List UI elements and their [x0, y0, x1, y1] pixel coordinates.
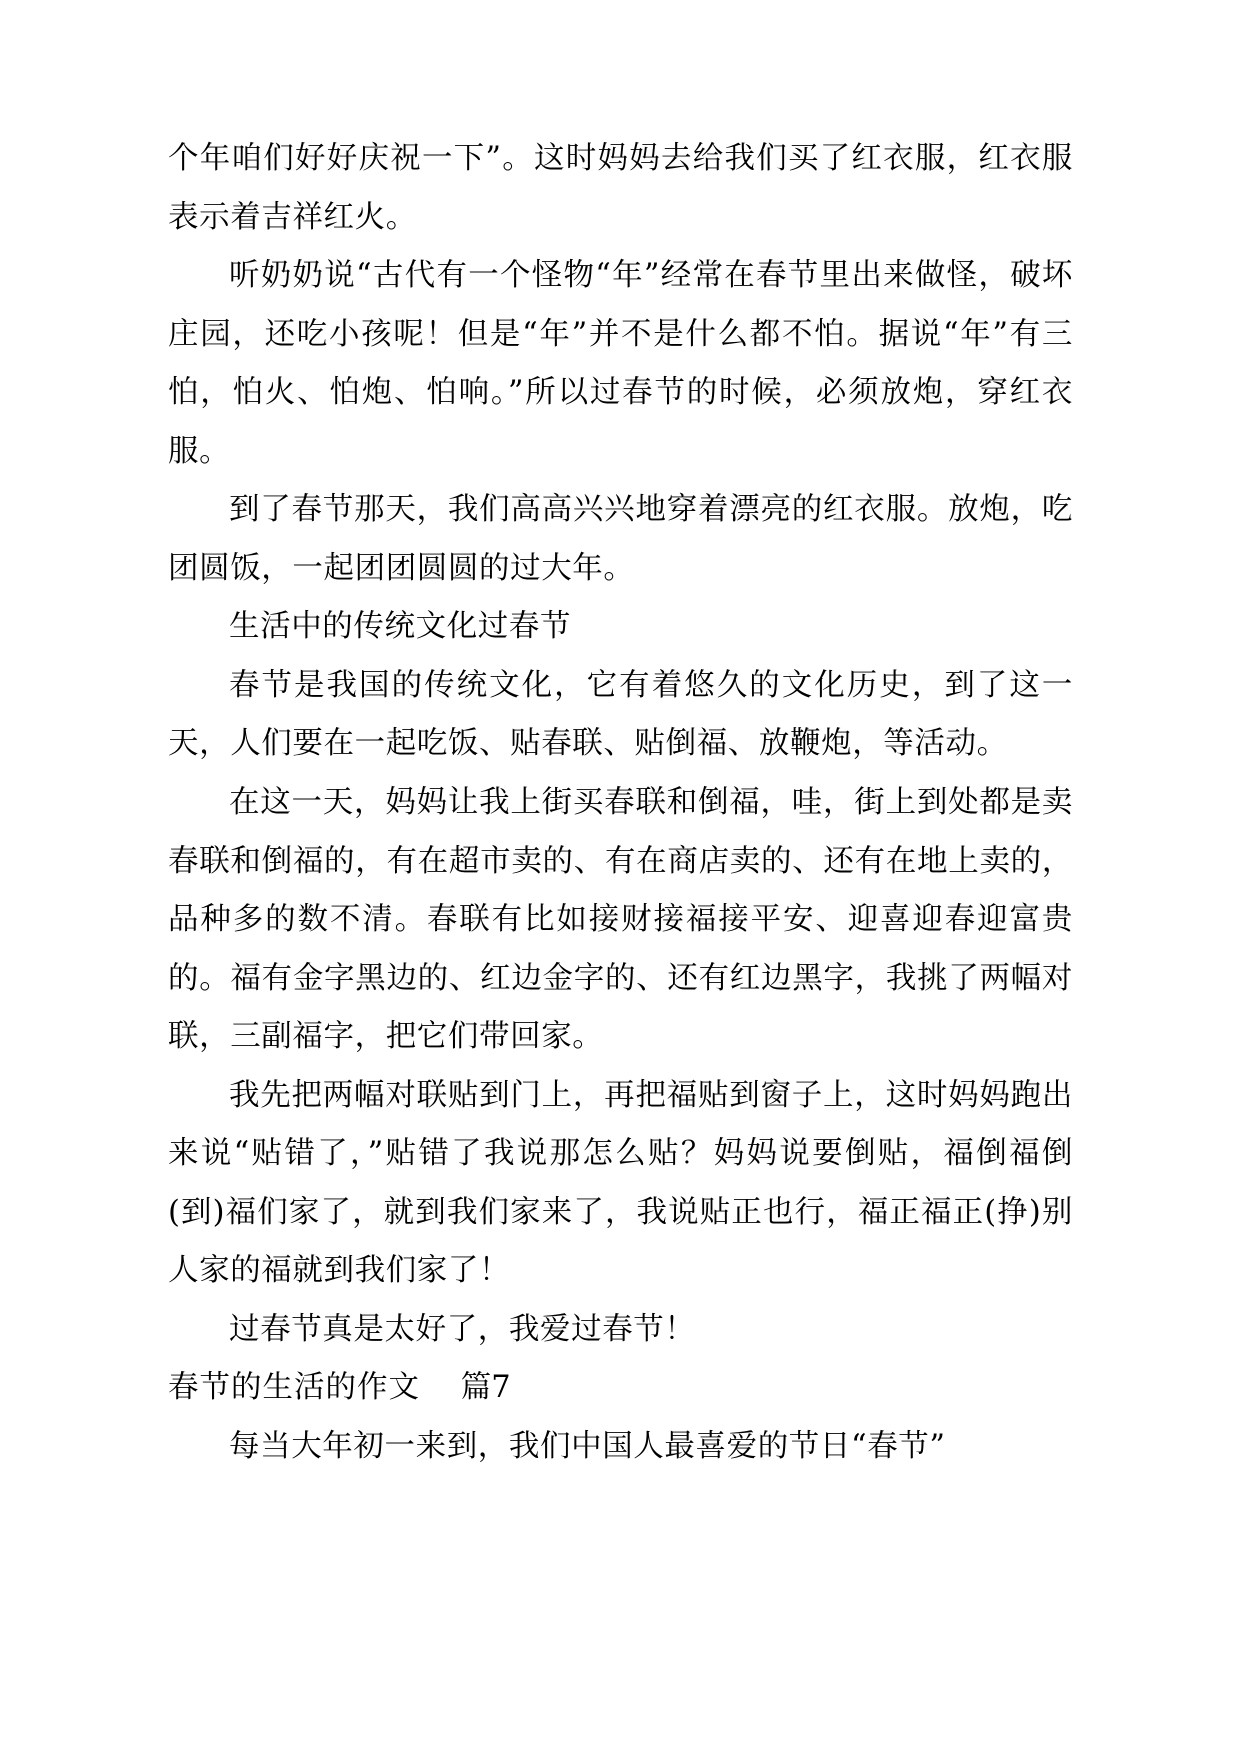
paragraph: 听奶奶说“古代有一个怪物“年”经常在春节里出来做怪，破坏庄园，还吃小孩呢！但是“年”并不是什么都不怕。据说“年”有三怕，怕火、怕炮、怕响。”所以过春节的时候，必须放炮，穿红衣服。 — [168, 258, 1073, 469]
paragraph: 春节是我国的传统文化，它有着悠久的文化历史，到了这一天，人们要在一起吃饭、贴春联、贴倒福、放鞭炮，等活动。 — [168, 667, 1073, 762]
paragraph: 个年咱们好好庆祝一下”。这时妈妈去给我们买了红衣服，红衣服表示着吉祥红火。 — [168, 141, 1073, 235]
paragraph: 每当大年初一来到，我们中国人最喜爱的节日“春节” — [229, 1429, 946, 1465]
paragraph: 到了春节那天，我们高高兴兴地穿着漂亮的红衣服。放炮，吃团圆饭，一起团团圆圆的过大年。 — [168, 492, 1073, 586]
document-body — [168, 130, 1073, 1477]
paragraph: 生活中的传统文化过春节 — [229, 609, 572, 645]
section-heading — [168, 1359, 1073, 1418]
paragraph: 过春节真是太好了，我爱过春节！ — [229, 1311, 696, 1347]
paragraph: 我先把两幅对联贴到门上，再把福贴到窗子上，这时妈妈跑出来说“贴错了，”贴错了我说那怎么贴？妈妈说要倒贴，福倒福倒(到)福们家了，就到我们家来了，我说贴正也行，福正福正(挣)别人家的福就到我们家了！ — [168, 1077, 1073, 1289]
section-heading-title: 春节的生活的作文 — [168, 1370, 420, 1406]
section-heading-number: 篇7 — [460, 1370, 511, 1406]
paragraph: 在这一天，妈妈让我上街买春联和倒福，哇，街上到处都是卖春联和倒福的，有在超市卖的、有在商店卖的、还有在地上卖的，品种多的数不清。春联有比如接财接福接平安、迎喜迎春迎富贵的。福有金字黑边的、红边金字的、还有红边黑字，我挑了两幅对联，三副福字，把它们带回家。 — [168, 785, 1073, 1055]
